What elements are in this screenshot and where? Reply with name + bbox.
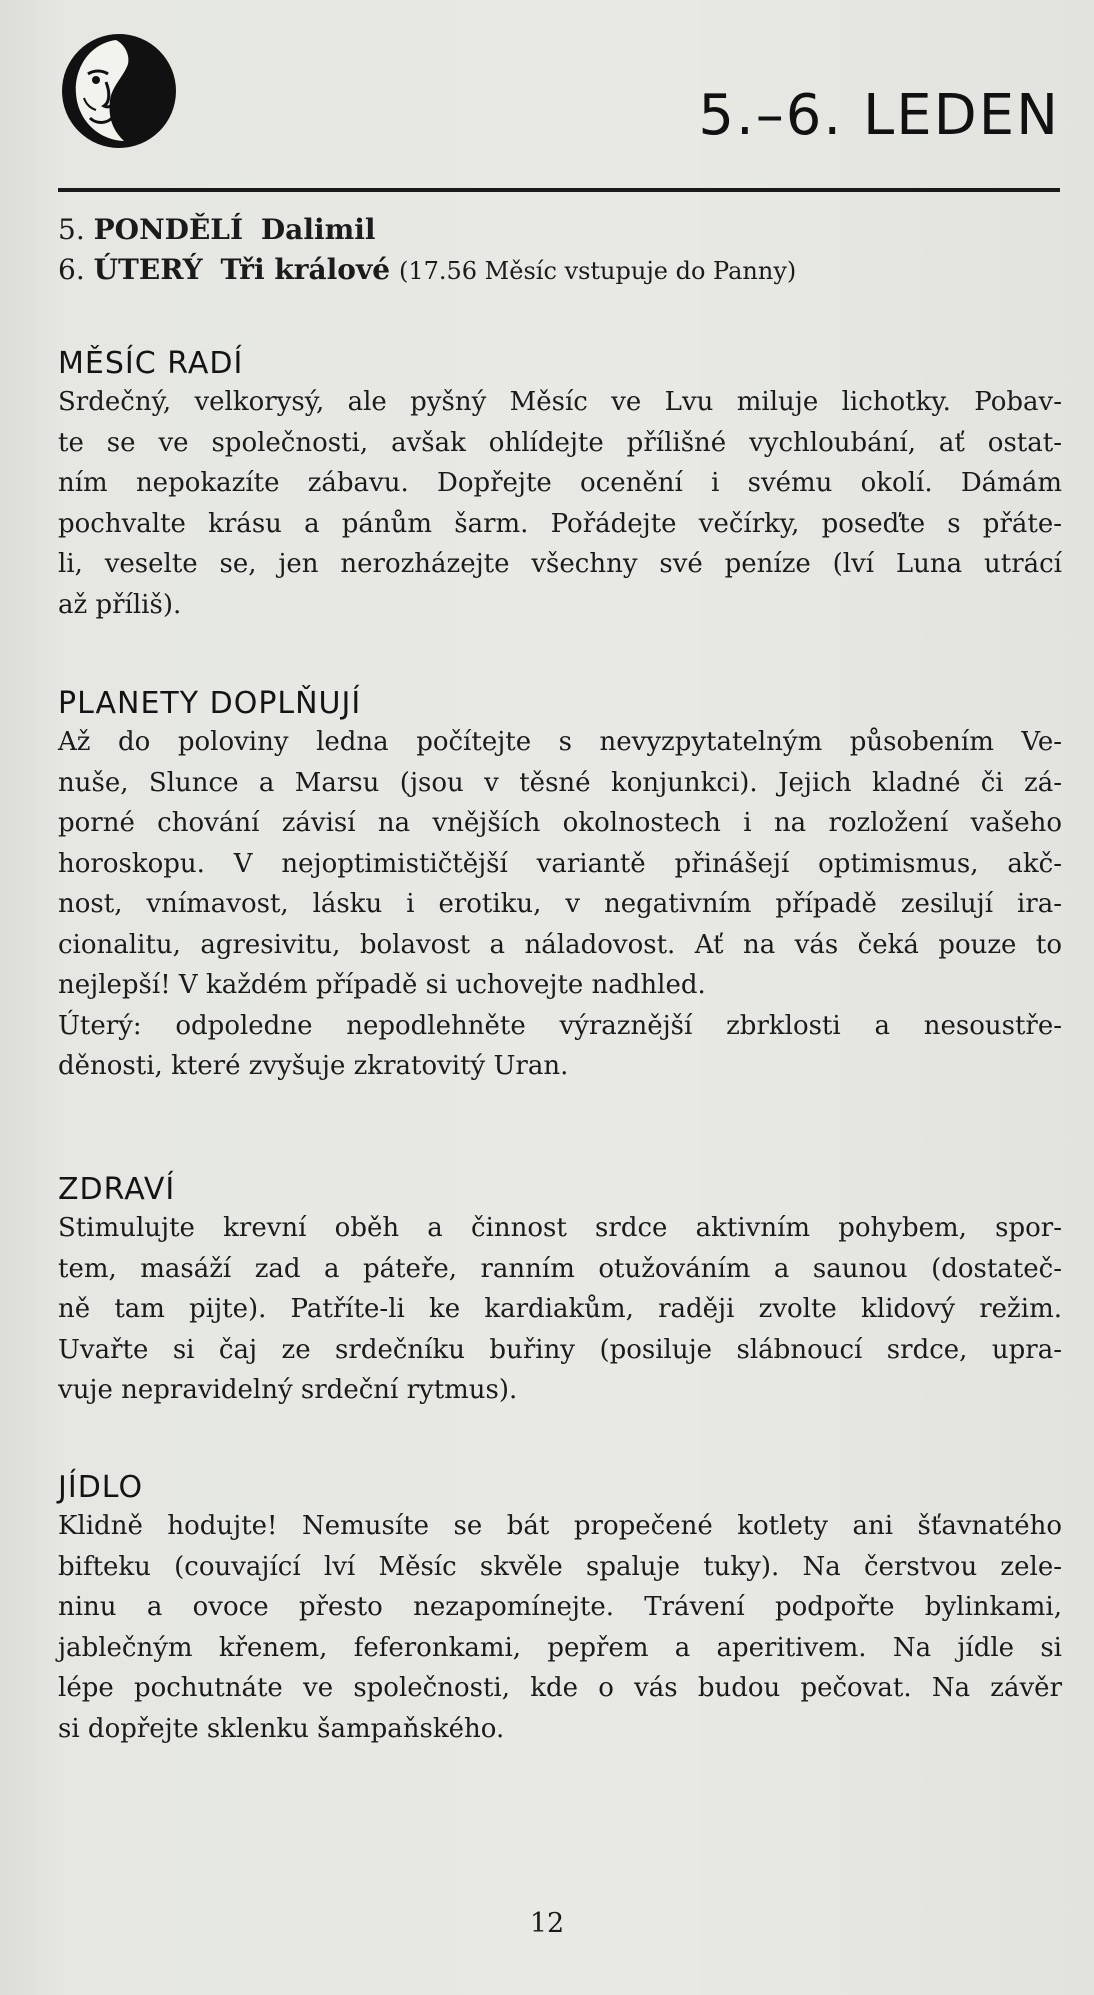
text-line: nuše, Slunce a Marsu (jsou v těsné konjunkci). Jejich kladné či zá- xyxy=(58,767,1062,798)
text-line: cionalitu, agresivitu, bolavost a náladovost. Ať na vás čeká pouze to xyxy=(58,929,1062,960)
text-line: Úterý: odpoledne nepodlehněte výraznější zbrklosti a nesoustře- xyxy=(58,1010,1062,1041)
section-text xyxy=(58,382,1062,625)
text-line: tem, masáží zad a páteře, ranním otužováním a saunou (dostateč- xyxy=(58,1253,1062,1284)
page-number: 12 xyxy=(529,1908,565,1939)
section-title: MĚSÍC RADÍ xyxy=(58,346,244,381)
text-line: porné chování závisí na vnějších okolnostech i na rozložení vašeho xyxy=(58,808,1062,838)
name-day: Dalimil xyxy=(260,213,376,246)
moon-face-icon xyxy=(58,30,180,152)
section-title: PLANETY DOPLŇUJÍ xyxy=(58,686,362,721)
text-line: nost, vnímavost, lásku i erotiku, v negativním případě zesilují ira- xyxy=(58,889,1062,919)
section-text xyxy=(58,1506,1062,1749)
text-line: pochvalte krásu a pánům šarm. Pořádejte večírky, poseďte s přáte- xyxy=(58,508,1062,539)
section-text xyxy=(58,1208,1062,1411)
text-line: nejlepší! V každém případě si uchovejte nadhled. xyxy=(58,970,706,1000)
section-zdravi xyxy=(58,1172,1062,1411)
text-line: Klidně hodujte! Nemusíte se bát propečené kotlety ani šťavnatého xyxy=(58,1511,1062,1541)
day-name: ÚTERÝ xyxy=(93,253,203,286)
day-name: PONDĚLÍ xyxy=(93,213,244,246)
moon-transit-note: (17.56 Měsíc vstupuje do Panny) xyxy=(398,257,797,285)
day-entry-monday xyxy=(58,210,1062,250)
page-content xyxy=(58,210,1062,1744)
day-number: 5. xyxy=(58,213,85,246)
section-title: JÍDLO xyxy=(58,1470,144,1505)
text-line: lépe pochutnáte ve společnosti, kde o vás budou pečovat. Na závěr xyxy=(58,1673,1062,1703)
name-day: Tři králové xyxy=(220,253,391,286)
text-line: horoskopu. V nejoptimističtější variantě přinášejí optimismus, akč- xyxy=(58,848,1062,879)
text-line: Srdečný, velkorysý, ale pyšný Měsíc ve Lvu miluje lichotky. Pobav- xyxy=(58,387,1062,417)
title-divider xyxy=(58,188,1060,192)
text-line: děnosti, které zvyšuje zkratovitý Uran. xyxy=(58,1051,569,1081)
text-line: ninu a ovoce přesto nezapomínejte. Trávení podpořte bylinkami, xyxy=(58,1592,1062,1622)
text-line: až příliš). xyxy=(58,589,182,620)
page-title: 5.–6. LEDEN xyxy=(698,83,1060,148)
text-line: Stimulujte krevní oběh a činnost srdce aktivním pohybem, spor- xyxy=(58,1213,1062,1243)
text-line: si dopřejte sklenku šampaňského. xyxy=(58,1713,505,1744)
text-line: vuje nepravidelný srdeční rytmus). xyxy=(58,1375,518,1405)
day-number: 6. xyxy=(58,253,85,286)
text-line: jablečným křenem, feferonkami, pepřem a aperitivem. Na jídle si xyxy=(58,1632,1062,1663)
section-planety-doplnuji xyxy=(58,686,1062,1087)
text-line: li, veselte se, jen nerozházejte všechny své peníze (lví Luna utrácí xyxy=(58,549,1062,579)
day-entry-tuesday xyxy=(58,250,1062,290)
text-line: ně tam pijte). Patříte-li ke kardiakům, raději zvolte klidový režim. xyxy=(58,1294,1062,1324)
text-line: ním nepokazíte zábavu. Dopřejte ocenění i svému okolí. Dámám xyxy=(58,468,1062,498)
section-title: ZDRAVÍ xyxy=(58,1172,176,1207)
text-line: bifteku (couvající lví Měsíc skvěle spaluje tuky). Na čerstvou zele- xyxy=(58,1551,1062,1582)
section-mesic-radi xyxy=(58,346,1062,625)
text-line: Až do poloviny ledna počítejte s nevyzpytatelným působením Ve- xyxy=(58,727,1062,757)
section-text xyxy=(58,722,1062,1087)
text-line: te se ve společnosti, avšak ohlídejte přílišné vychloubání, ať ostat- xyxy=(58,427,1062,458)
text-line: Uvařte si čaj ze srdečníku buřiny (posiluje slábnoucí srdce, upra- xyxy=(58,1334,1062,1365)
section-jidlo xyxy=(58,1470,1062,1749)
